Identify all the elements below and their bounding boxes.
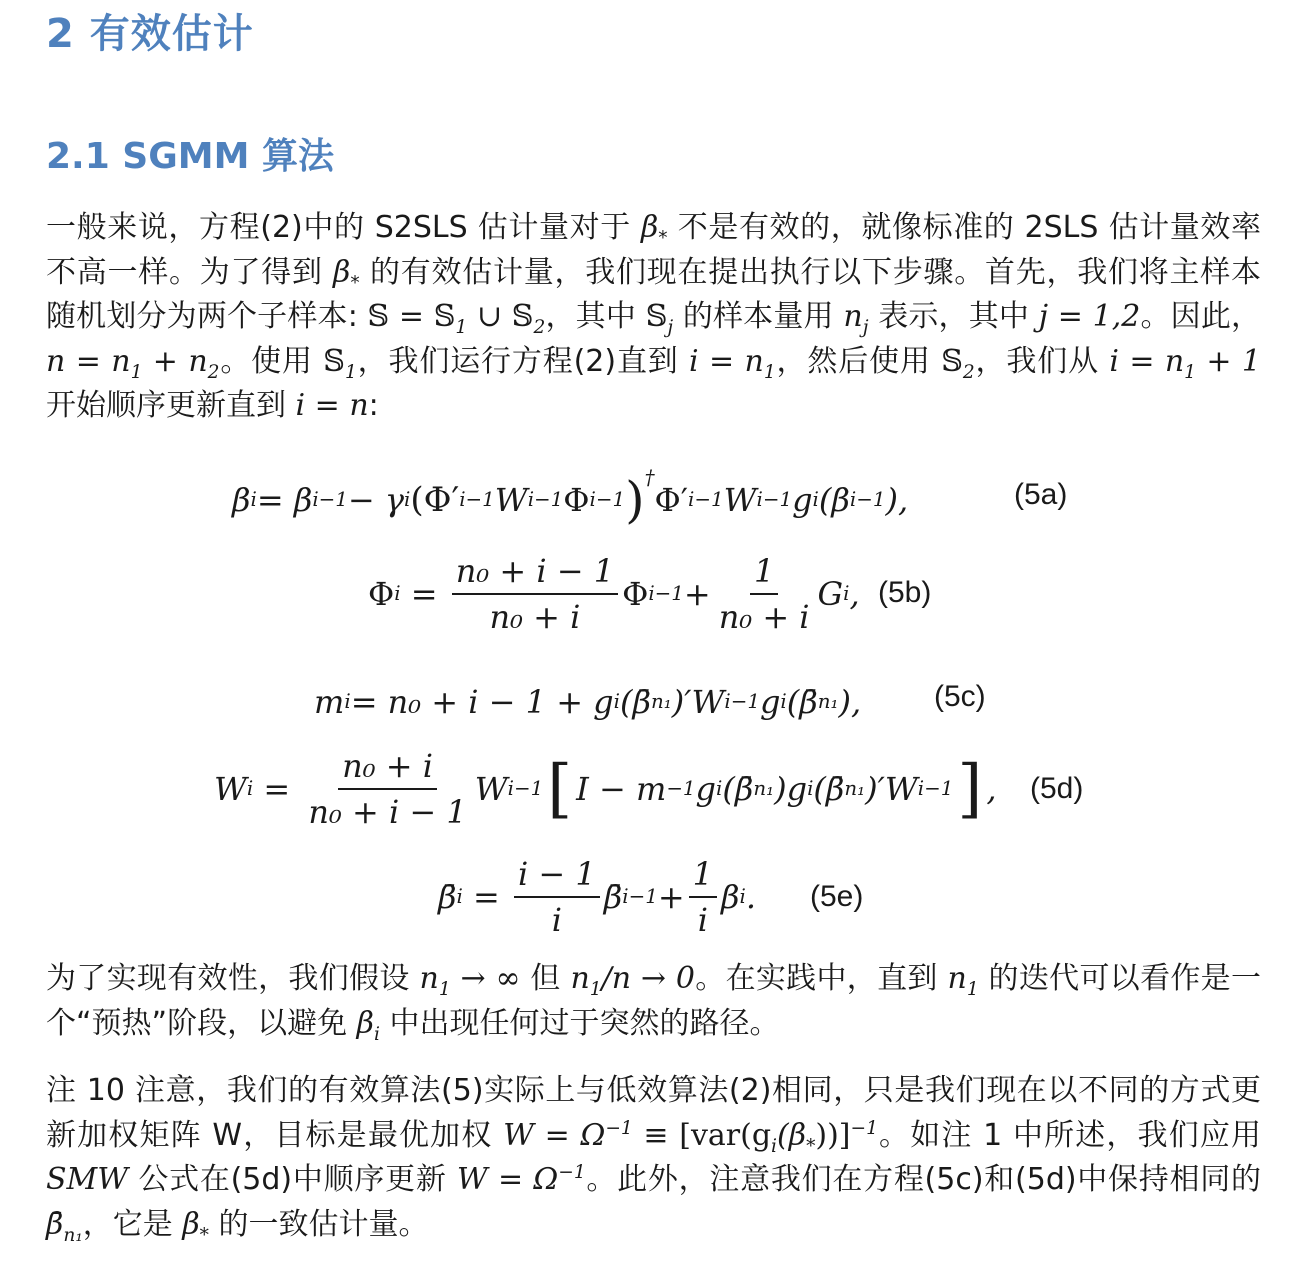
partition: 𝕊 = 𝕊 <box>367 299 456 334</box>
paragraph-efficiency: 为了实现有效性，我们假设 $n_1$ → ∞ 但 $n_1/n \to 0$。在实践中，直到 $n_1$ 的迭代可以看作是一个“预热”阶段，以避免 $\beta_i$ 中出现任何过于突然的路径。 <box>46 961 1261 1045</box>
subsection-heading: 2.1 SGMM 算法 <box>46 136 334 177</box>
equation-label-5d: (5d) <box>1030 772 1084 805</box>
equation-5b: Φ i = $\frac{\text{n₀ + i − 1}}{\text{n₀ + i}}$ Φ i−1 + $\frac{1}{\text{n₀ + i}}$ G i , <box>368 552 860 636</box>
equation-5e: β̄ i = $\frac{i - 1}{i}$ β̄ i−1 + $\frac{1}{i}$ β i . <box>438 855 757 939</box>
paragraph-intro: 一般来说，方程(2)中的 S2SLS 估计量对于 $\beta_*$ 不是有效的，就像标准的 2SLS 估计量效率不高一样。为了得到 $\beta_*$ 的有效估计量，我们现在提出执行以下步骤。首先，我们将主样本随机划分为两个子样本: 𝕊 = 𝕊$_1$ ∪ 𝕊$_2$，其中 𝕊$_j$ 的样本量用 $n_j$ 表示，其中 j = 1,2。因此，$n = n_1 + n_2$。使用 𝕊$_1$，我们运行方程(2)直到 $i = n_1$，然后使用 𝕊$_2$，我们从 $i = n_1 + 1$ 开始顺序更新直到 i = n: <box>46 210 1262 423</box>
beta-star: β <box>640 210 659 245</box>
equation-label-5e: (5e) <box>810 880 864 913</box>
equation-label-5c: (5c) <box>934 680 986 713</box>
beta-star: β <box>333 254 351 290</box>
equation-label-5b: (5b) <box>878 576 932 609</box>
paragraph-note: 注 10 注意，我们的有效算法(5)实际上与低效算法(2)相同，只是我们现在以不同的方式更新加权矩阵 W，目标是最优加权 $W = \Omega^{-1} \equiv [var(g_i(\beta_*))]^{-1}$。如注 1 中所述，我们应用 SMW 公式在(5d)中顺序更新 $W = \Omega^{-1}$。此外，注意我们在方程(5c)和(5d)中保持相同的 $\betā_{n_1}$，它是 $\beta_*$ 的一致估计量。 <box>46 1073 1261 1246</box>
equation-5a: β i = β i−1 − γ i (Φ′ i−1 W i−1 Φ i−1 ) † Φ′ i−1 W i−1 g i (β i−1 ), <box>232 466 909 529</box>
equation-5d: W i = $\frac{\text{n₀ + i}}{\text{n₀ + i − 1}}$ W i−1 [ I − m −1 g i (β̄ n₁ )g i (β̄ n₁ )′W i−1 ] , <box>214 747 997 831</box>
section-heading: 2 有效估计 <box>46 11 254 57</box>
equation-label-5a: (5a) <box>1014 478 1068 511</box>
equation-5c: m i = n₀ + i − 1 + g i (β̄ n₁ )′W i−1 g i (β̄ n₁ ), <box>314 683 862 721</box>
